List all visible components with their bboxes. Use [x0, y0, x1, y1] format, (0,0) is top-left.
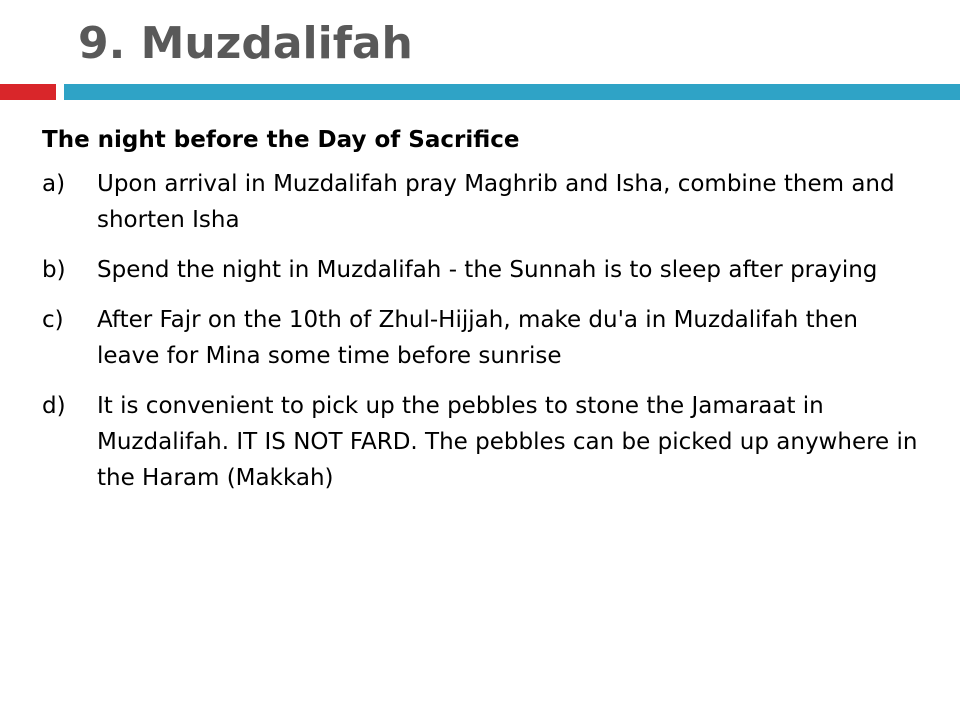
list-item-c	[42, 302, 922, 374]
list-item-label: a)	[42, 171, 66, 197]
list-item-label: b)	[42, 257, 66, 283]
slide-title: 9. Muzdalifah	[78, 18, 413, 69]
list-item-label: c)	[42, 307, 64, 333]
title-accent-red-block	[0, 84, 56, 100]
list-item-text: After Fajr on the 10th of Zhul-Hijjah, make du'a in Muzdalifah then leave for Mina some time before sunrise	[97, 307, 858, 369]
list-item-b	[42, 252, 922, 288]
list-item-a	[42, 166, 922, 238]
list-item-text: It is convenient to pick up the pebbles to stone the Jamaraat in Muzdalifah. IT IS NOT FARD. The pebbles can be picked up anywhere in the Haram (Makkah)	[97, 393, 918, 491]
list-item-d	[42, 388, 922, 496]
slide-body	[42, 122, 922, 510]
list-item-text: Spend the night in Muzdalifah - the Sunnah is to sleep after praying	[97, 257, 878, 283]
title-accent-blue-bar	[64, 84, 960, 100]
section-subheading: The night before the Day of Sacrifice	[42, 127, 520, 153]
list-item-text: Upon arrival in Muzdalifah pray Maghrib and Isha, combine them and shorten Isha	[97, 171, 895, 233]
list-item-label: d)	[42, 393, 66, 419]
